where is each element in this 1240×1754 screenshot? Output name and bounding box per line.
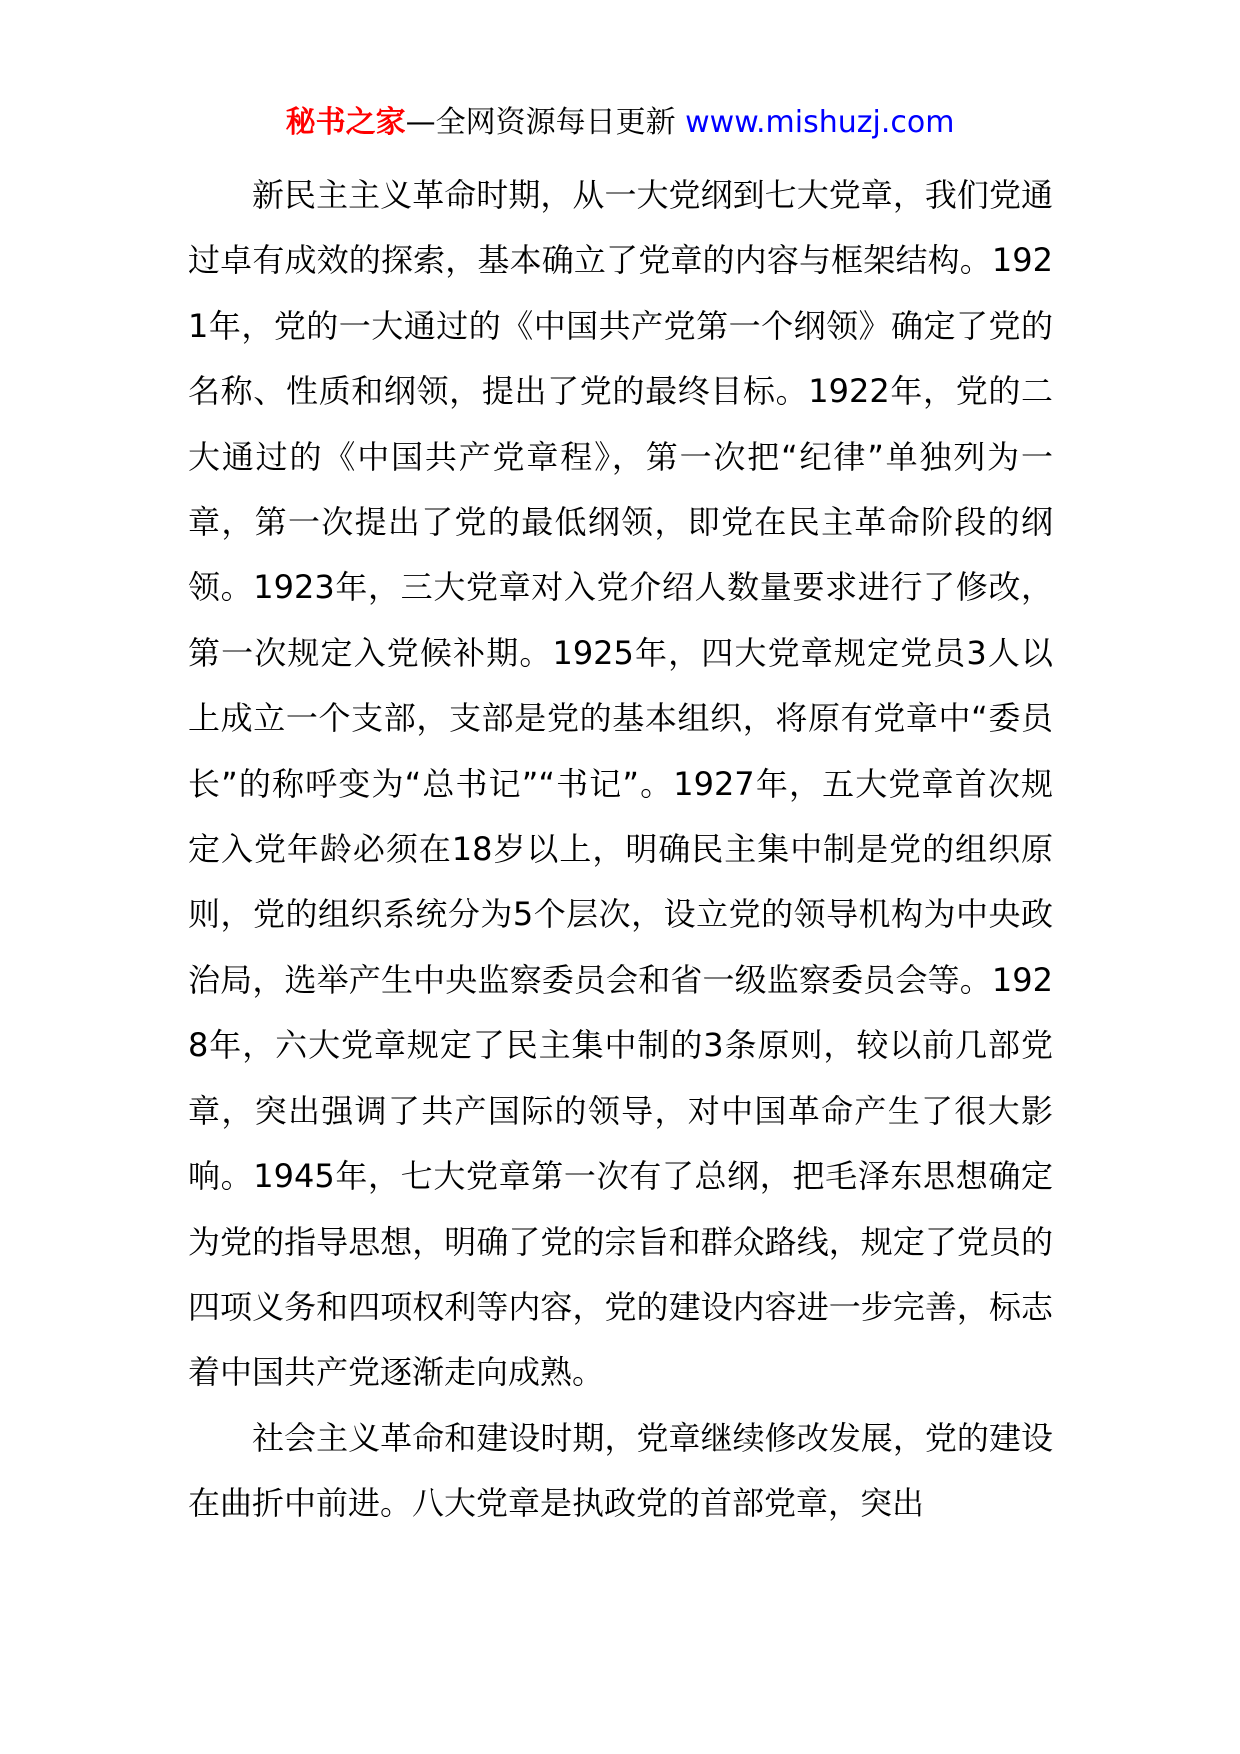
paragraph-socialist-revolution: 社会主义革命和建设时期，党章继续修改发展，党的建设在曲折中前进。八大党章是执政党的首部党章，突出 — [188, 1418, 1053, 1523]
document-body — [188, 163, 1053, 1537]
header-tagline: —全网资源每日更新 — [405, 105, 676, 140]
brand-name: 秘书之家 — [285, 105, 406, 140]
site-url-link[interactable]: www.mishuzj.com — [685, 105, 955, 140]
paragraph-new-democratic-revolution: 新民主主义革命时期，从一大党纲到七大党章，我们党通过卓有成效的探索，基本确立了党章的内容与框架结构。1921年，党的一大通过的《中国共产党第一个纲领》确定了党的名称、性质和纲领，提出了党的最终目标。1922年，党的二大通过的《中国共产党章程》，第一次把“纪律”单独列为一章，第一次提出了党的最低纲领，即党在民主革命阶段的纲领。1923年，三大党章对入党介绍人数量要求进行了修改，第一次规定入党候补期。1925年，四大党章规定党员3人以上成立一个支部，支部是党的基本组织，将原有党章中“委员长”的称呼变为“总书记”“书记”。1927年，五大党章首次规定入党年龄必须在18岁以上，明确民主集中制是党的组织原则，党的组织系统分为5个层次，设立党的领导机构为中央政治局，选举产生中央监察委员会和省一级监察委员会等。1928年，六大党章规定了民主集中制的3条原则，较以前几部党章，突出强调了共产国际的领导，对中国革命产生了很大影响。1945年，七大党章第一次有了总纲，把毛泽东思想确定为党的指导思想，明确了党的宗旨和群众路线，规定了党员的四项义务和四项权利等内容，党的建设内容进一步完善，标志着中国共产党逐渐走向成熟。 — [188, 176, 1053, 1392]
page-header — [0, 103, 1240, 143]
